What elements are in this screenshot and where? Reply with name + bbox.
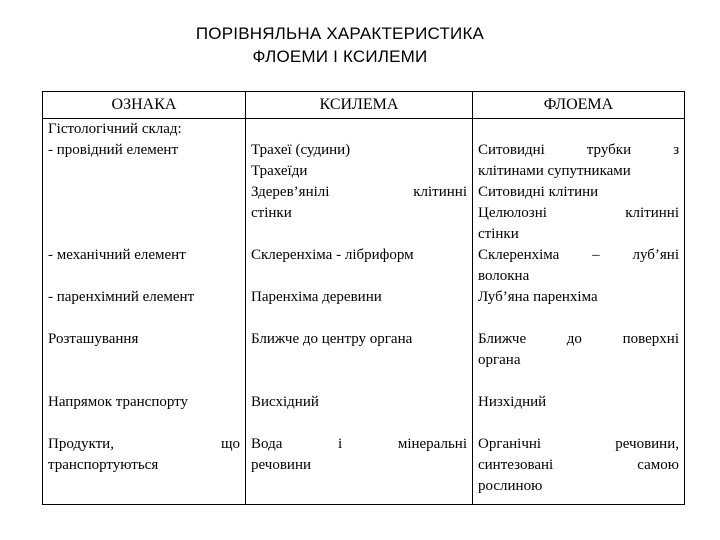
comparison-table — [42, 91, 685, 505]
phloem-column — [473, 119, 685, 505]
feature-products-2: транспортуються — [48, 457, 159, 473]
page-title — [160, 22, 520, 68]
phloem-conducting-2: Ситовидні клітини — [478, 184, 599, 200]
phloem-conducting-1b: клітинами супутниками — [478, 163, 631, 179]
xylem-products-2: речовини — [251, 457, 311, 473]
phloem-location-2: органа — [478, 352, 521, 368]
feature-products-1: Продукти, що — [48, 436, 240, 452]
feature-mechanical: - механічний елемент — [48, 247, 186, 263]
table-header-row — [43, 92, 685, 119]
xylem-mechanical: Склеренхіма - лібриформ — [251, 247, 414, 263]
feature-histology: Гістологічний склад: — [48, 121, 182, 137]
xylem-products-1: Вода і мінеральні — [251, 436, 467, 452]
phloem-mechanical-2: волокна — [478, 268, 530, 284]
phloem-location-1: Ближче до поверхні — [478, 331, 679, 347]
header-feature: ОЗНАКА — [43, 92, 246, 119]
header-xylem: КСИЛЕМА — [246, 92, 473, 119]
phloem-conducting-3b: стінки — [478, 226, 519, 242]
phloem-parenchyma: Луб’яна паренхіма — [478, 289, 598, 305]
phloem-mechanical-1: Склеренхіма – луб’яні — [478, 247, 679, 263]
xylem-direction: Висхідний — [251, 394, 319, 410]
feature-location: Розташування — [48, 331, 139, 347]
xylem-parenchyma: Паренхіма деревини — [251, 289, 382, 305]
title-line-2: ФЛОЕМИ І КСИЛЕМИ — [252, 47, 428, 66]
feature-direction: Напрямок транспорту — [48, 394, 189, 410]
feature-column — [43, 119, 246, 505]
phloem-conducting-1a: Ситовидні трубки з — [478, 142, 679, 158]
phloem-products-1: Органічні речовини, — [478, 436, 679, 452]
xylem-conducting-1: Трахеї (судини) — [251, 142, 351, 158]
phloem-products-3: рослиною — [478, 478, 543, 494]
xylem-conducting-3b: стінки — [251, 205, 292, 221]
xylem-location: Ближче до центру органа — [251, 331, 413, 347]
phloem-direction: Низхідний — [478, 394, 547, 410]
xylem-column — [246, 119, 473, 505]
phloem-products-2: синтезовані самою — [478, 457, 679, 473]
phloem-conducting-3a: Целюлозні клітинні — [478, 205, 679, 221]
table-row — [43, 119, 685, 505]
xylem-conducting-3a: Здерев’янілі клітинні — [251, 184, 467, 200]
title-line-1: ПОРІВНЯЛЬНА ХАРАКТЕРИСТИКА — [195, 24, 485, 43]
feature-conducting: - провідний елемент — [48, 142, 179, 158]
header-phloem: ФЛОЕМА — [473, 92, 685, 119]
feature-parenchyma: - паренхімний елемент — [48, 289, 195, 305]
xylem-conducting-2: Трахеїди — [251, 163, 308, 179]
